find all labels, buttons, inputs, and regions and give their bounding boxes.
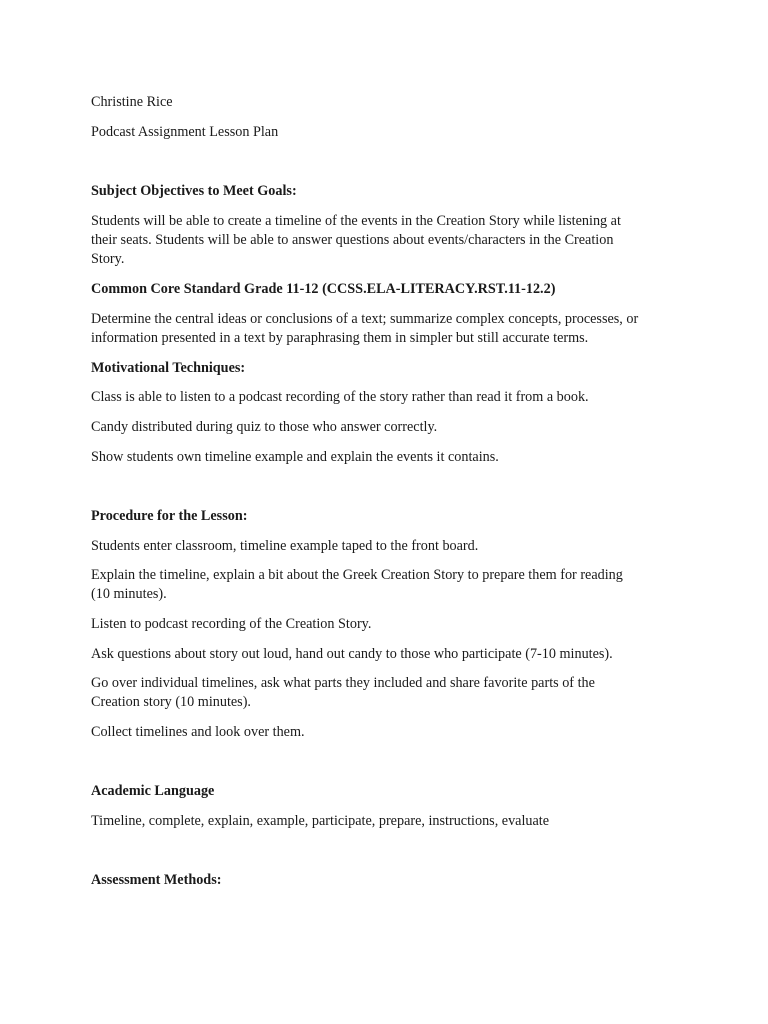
academic-language-heading: Academic Language xyxy=(91,783,215,799)
procedure-step: Ask questions about story out loud, hand out candy to those who participate (7-10 minutes). xyxy=(91,646,613,662)
procedure-step: Listen to podcast recording of the Creation Story. xyxy=(91,616,372,632)
procedure-step: Collect timelines and look over them. xyxy=(91,724,305,740)
objectives-line: Story. xyxy=(91,251,125,267)
procedure-step: Explain the timeline, explain a bit about the Greek Creation Story to prepare them for reading xyxy=(91,567,623,583)
objectives-line: Students will be able to create a timeline of the events in the Creation Story while listening at xyxy=(91,213,621,229)
author-name: Christine Rice xyxy=(91,94,173,110)
academic-language-text: Timeline, complete, explain, example, participate, prepare, instructions, evaluate xyxy=(91,813,550,829)
assessment-heading: Assessment Methods: xyxy=(91,872,222,888)
motivation-item: Candy distributed during quiz to those who answer correctly. xyxy=(91,419,438,435)
procedure-step: Students enter classroom, timeline example taped to the front board. xyxy=(91,538,479,554)
objectives-line: their seats. Students will be able to answer questions about events/characters in the Creation xyxy=(91,232,614,248)
objectives-heading: Subject Objectives to Meet Goals: xyxy=(91,183,297,199)
procedure-step: (10 minutes). xyxy=(91,586,167,602)
document-title: Podcast Assignment Lesson Plan xyxy=(91,124,279,140)
motivation-item: Show students own timeline example and explain the events it contains. xyxy=(91,449,499,465)
standard-line: Determine the central ideas or conclusions of a text; summarize complex concepts, processes, or xyxy=(91,311,639,327)
motivation-item: Class is able to listen to a podcast recording of the story rather than read it from a book. xyxy=(91,389,589,405)
procedure-step: Go over individual timelines, ask what parts they included and share favorite parts of the xyxy=(91,675,595,691)
standard-heading: Common Core Standard Grade 11-12 (CCSS.ELA-LITERACY.RST.11-12.2) xyxy=(91,281,556,297)
procedure-heading: Procedure for the Lesson: xyxy=(91,508,248,524)
motivation-heading: Motivational Techniques: xyxy=(91,360,246,376)
standard-line: information presented in a text by paraphrasing them in simpler but still accurate terms. xyxy=(91,330,589,346)
procedure-step: Creation story (10 minutes). xyxy=(91,694,251,710)
